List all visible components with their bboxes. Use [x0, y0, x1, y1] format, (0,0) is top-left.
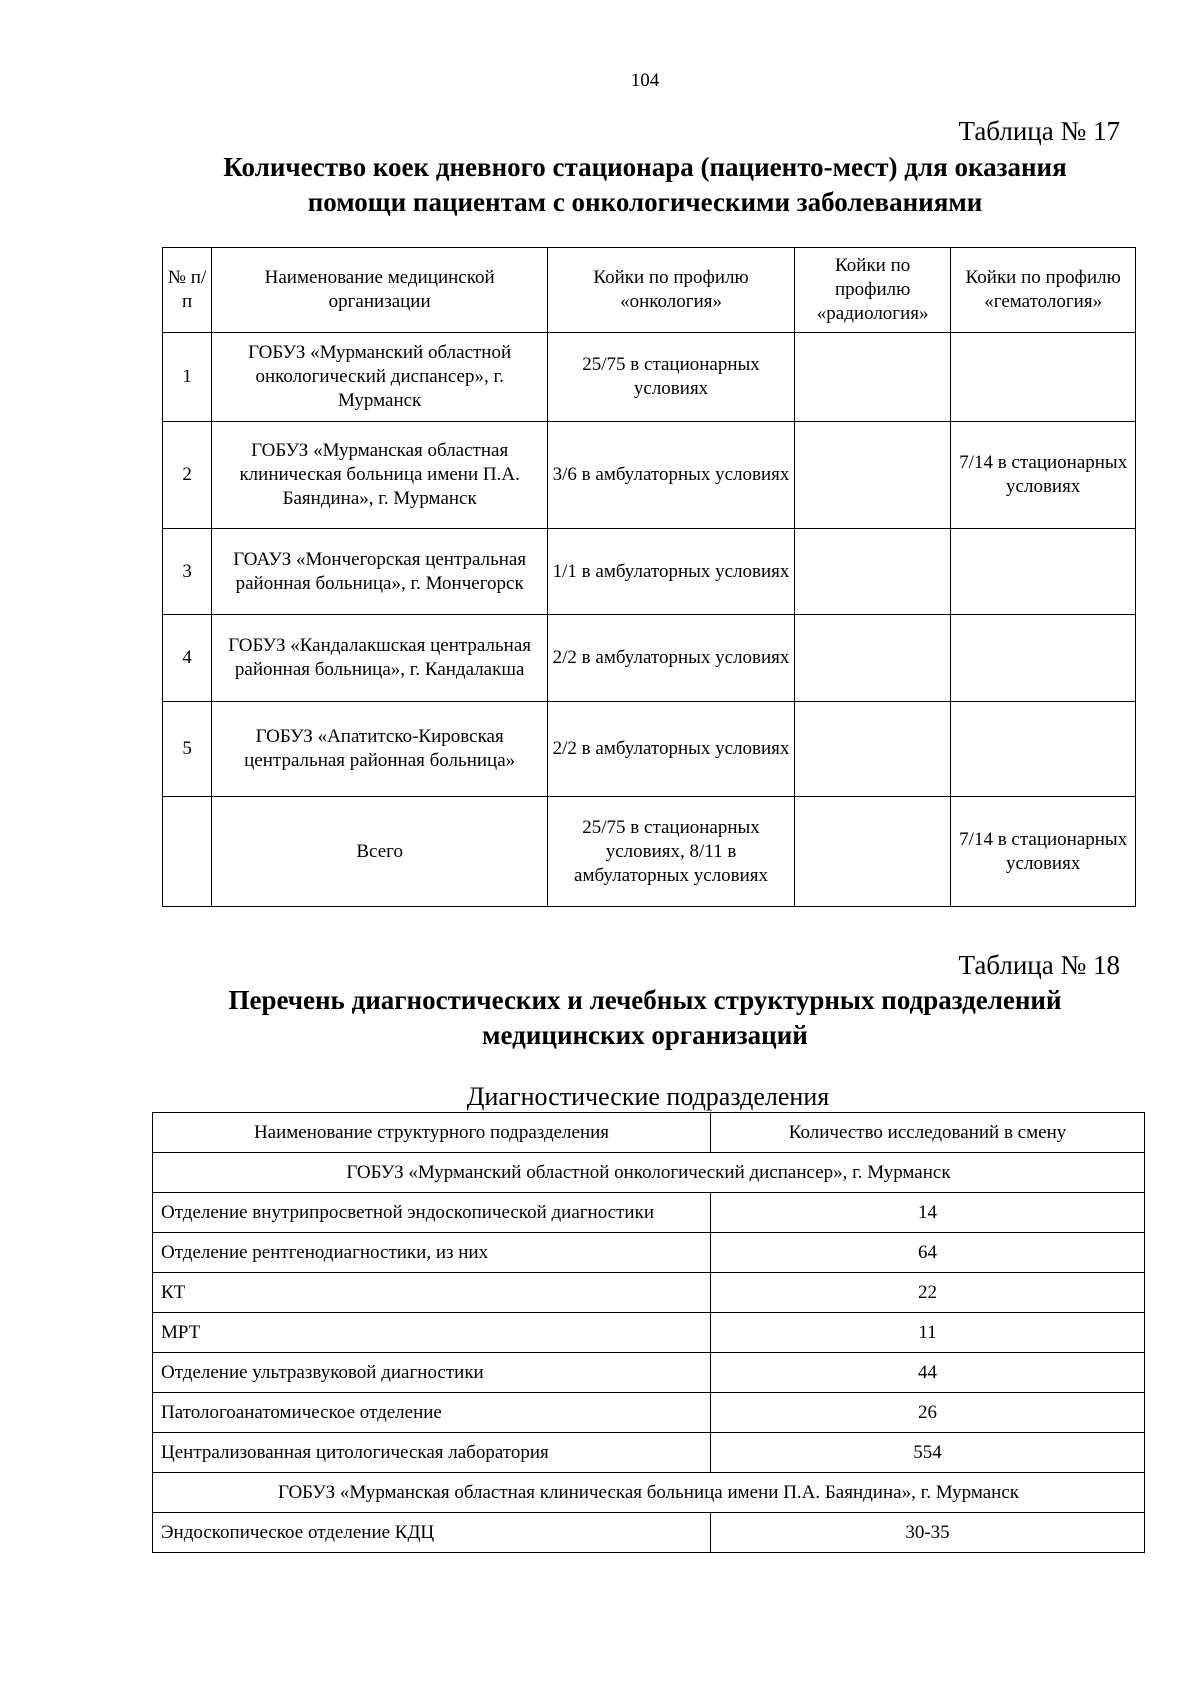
row-hematology [951, 702, 1136, 797]
table-18-title-line1: Перечень диагностических и лечебных структурных подразделений [228, 985, 1062, 1015]
row-hematology [951, 333, 1136, 422]
table-total-row [163, 797, 1136, 907]
unit-name: МРТ [153, 1313, 711, 1353]
table-17-title-line2: помощи пациентам с онкологическими заболеваниями [307, 187, 983, 217]
total-label: Всего [212, 797, 548, 907]
table-row [153, 1433, 1145, 1473]
table-17-caption: Таблица № 17 [958, 116, 1120, 146]
row-org: ГОБУЗ «Кандалакшская центральная районная больница», г. Кандалакша [212, 615, 548, 702]
table-17-title-line1: Количество коек дневного стационара (пациенто-мест) для оказания [223, 152, 1067, 182]
table-row [153, 1313, 1145, 1353]
header-count: Количество исследований в смену [711, 1113, 1145, 1153]
row-oncology: 2/2 в амбулаторных условиях [548, 702, 795, 797]
row-num: 3 [163, 529, 212, 615]
table-row [153, 1193, 1145, 1233]
unit-count: 26 [711, 1393, 1145, 1433]
unit-count: 14 [711, 1193, 1145, 1233]
table-row [163, 422, 1136, 529]
unit-count: 554 [711, 1433, 1145, 1473]
header-unit-name: Наименование структурного подразделения [153, 1113, 711, 1153]
row-num: 1 [163, 333, 212, 422]
unit-name: Отделение внутрипросветной эндоскопической диагностики [153, 1193, 711, 1233]
table-18-title [120, 983, 1170, 1053]
row-radiology [794, 615, 950, 702]
row-oncology: 25/75 в стационарных условиях [548, 333, 795, 422]
table-row [153, 1393, 1145, 1433]
unit-count: 22 [711, 1273, 1145, 1313]
row-hematology: 7/14 в стационарных условиях [951, 422, 1136, 529]
header-oncology: Койки по профилю «онкология» [548, 248, 795, 333]
unit-count: 11 [711, 1313, 1145, 1353]
total-num [163, 797, 212, 907]
row-org: ГОБУЗ «Мурманский областной онкологический диспансер», г. Мурманск [212, 333, 548, 422]
row-radiology [794, 333, 950, 422]
page-number: 104 [630, 70, 660, 91]
unit-name: Отделение рентгенодиагностики, из них [153, 1233, 711, 1273]
table-17-header-row [163, 248, 1136, 333]
table-18-header-row [153, 1113, 1145, 1153]
table-17 [162, 247, 1136, 907]
table-row [163, 615, 1136, 702]
row-hematology [951, 529, 1136, 615]
table-18-caption: Таблица № 18 [958, 950, 1120, 980]
row-radiology [794, 422, 950, 529]
unit-count: 44 [711, 1353, 1145, 1393]
unit-count: 30-35 [711, 1513, 1145, 1553]
row-org: ГОБУЗ «Апатитско-Кировская центральная районная больница» [212, 702, 548, 797]
org-group-row [153, 1473, 1145, 1513]
table-18 [152, 1112, 1145, 1553]
row-hematology [951, 615, 1136, 702]
table-row [153, 1273, 1145, 1313]
table-row [163, 529, 1136, 615]
row-radiology [794, 702, 950, 797]
unit-name: Отделение ультразвуковой диагностики [153, 1353, 711, 1393]
row-org: ГОАУЗ «Мончегорская центральная районная больница», г. Мончегорск [212, 529, 548, 615]
table-row [153, 1513, 1145, 1553]
org-group-label: ГОБУЗ «Мурманский областной онкологический диспансер», г. Мурманск [153, 1153, 1145, 1193]
header-radiology: Койки по профилю «радиология» [794, 248, 950, 333]
table-17-title [120, 150, 1170, 220]
row-radiology [794, 529, 950, 615]
row-org: ГОБУЗ «Мурманская областная клиническая больница имени П.А. Баяндина», г. Мурманск [212, 422, 548, 529]
org-group-label: ГОБУЗ «Мурманская областная клиническая больница имени П.А. Баяндина», г. Мурманск [153, 1473, 1145, 1513]
row-num: 4 [163, 615, 212, 702]
table-row [163, 702, 1136, 797]
unit-name: КТ [153, 1273, 711, 1313]
unit-name: Эндоскопическое отделение КДЦ [153, 1513, 711, 1553]
row-num: 2 [163, 422, 212, 529]
table-row [153, 1353, 1145, 1393]
total-hematology: 7/14 в стационарных условиях [951, 797, 1136, 907]
header-num: № п/п [163, 248, 212, 333]
total-radiology [794, 797, 950, 907]
row-oncology: 1/1 в амбулаторных условиях [548, 529, 795, 615]
header-org: Наименование медицинской организации [212, 248, 548, 333]
total-oncology: 25/75 в стационарных условиях, 8/11 в амбулаторных условиях [548, 797, 795, 907]
subsection-title: Диагностические подразделения [466, 1082, 830, 1111]
table-18-title-line2: медицинских организаций [482, 1020, 808, 1050]
unit-name: Централизованная цитологическая лаборатория [153, 1433, 711, 1473]
row-oncology: 3/6 в амбулаторных условиях [548, 422, 795, 529]
header-hematology: Койки по профилю «гематология» [951, 248, 1136, 333]
row-num: 5 [163, 702, 212, 797]
table-row [153, 1233, 1145, 1273]
unit-name: Патологоанатомическое отделение [153, 1393, 711, 1433]
unit-count: 64 [711, 1233, 1145, 1273]
table-row [163, 333, 1136, 422]
org-group-row [153, 1153, 1145, 1193]
row-oncology: 2/2 в амбулаторных условиях [548, 615, 795, 702]
